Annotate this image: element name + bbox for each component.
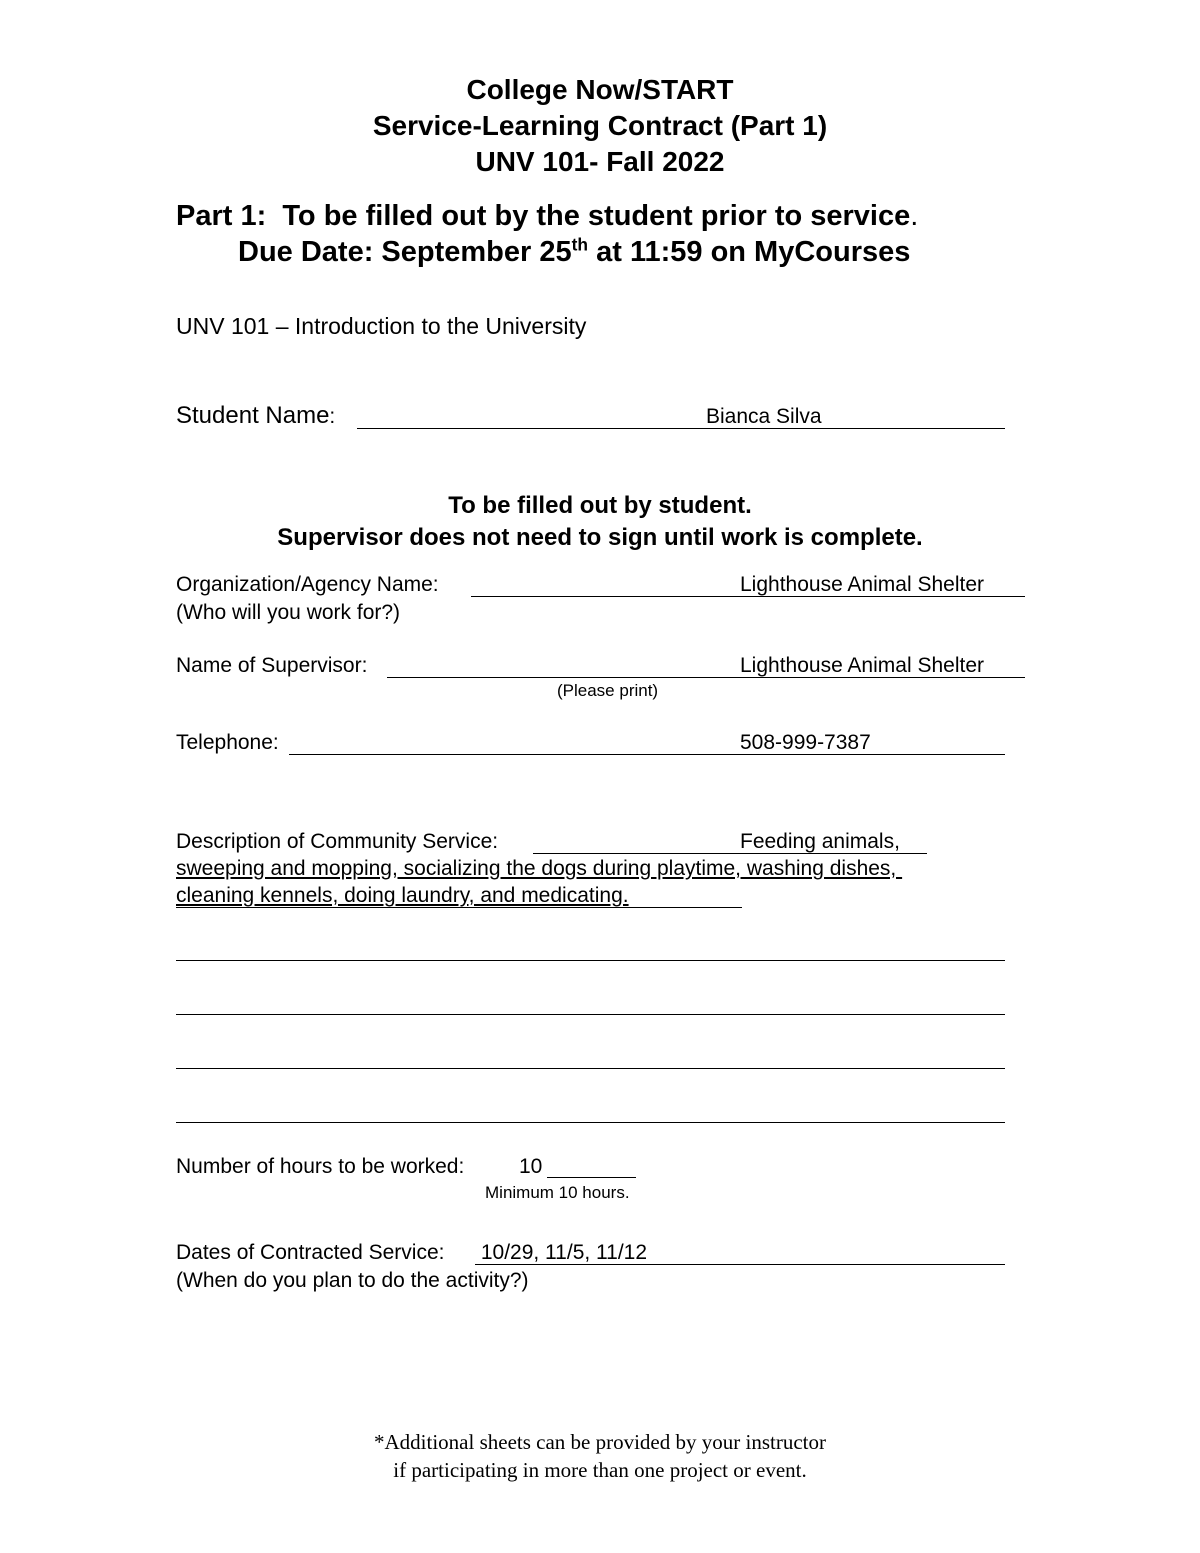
blank-line-1[interactable] bbox=[176, 960, 1005, 961]
description-line3 bbox=[176, 907, 742, 908]
blank-line-4[interactable] bbox=[176, 1122, 1005, 1123]
footer-line2: if participating in more than one project or event. bbox=[393, 1458, 807, 1482]
student-name-label bbox=[176, 402, 335, 430]
part-heading-text: Part 1: To be filled out by the student prior to service bbox=[176, 200, 911, 232]
course-title: UNV 101 – Introduction to the University bbox=[176, 313, 587, 339]
telephone-line bbox=[289, 754, 1005, 755]
description-value-line2[interactable]: sweeping and mopping, socializing the dogs during playtime, washing dishes, bbox=[176, 857, 903, 880]
hours-label: Number of hours to be worked: bbox=[176, 1155, 482, 1178]
form-title-line1: College Now/START bbox=[466, 74, 734, 105]
instructions-line2: Supervisor does not need to sign until work is complete. bbox=[277, 524, 923, 551]
student-name-value[interactable]: Bianca Silva bbox=[706, 405, 822, 428]
form-title-line3: UNV 101- Fall 2022 bbox=[475, 146, 725, 177]
due-date-prefix: Due Date: September 25 bbox=[238, 236, 572, 268]
hours-hint: Minimum 10 hours. bbox=[485, 1183, 630, 1202]
student-name-colon: : bbox=[329, 405, 336, 428]
supervisor-value[interactable]: Lighthouse Animal Shelter bbox=[740, 654, 990, 677]
dates-value[interactable]: 10/29, 11/5, 11/12 bbox=[475, 1241, 648, 1264]
supervisor-label: Name of Supervisor: bbox=[176, 654, 368, 677]
organization-value[interactable]: Lighthouse Animal Shelter bbox=[740, 573, 990, 596]
due-date-superscript: th bbox=[571, 234, 589, 255]
dates-hint: (When do you plan to do the activity?) bbox=[176, 1269, 529, 1292]
student-name-label-text: Student Name bbox=[176, 402, 330, 429]
part-heading-period: . bbox=[910, 200, 919, 232]
blank-line-3[interactable] bbox=[176, 1068, 1005, 1069]
description-label: Description of Community Service: bbox=[176, 830, 499, 853]
organization-hint: (Who will you work for?) bbox=[176, 601, 401, 624]
student-name-line bbox=[357, 428, 1005, 429]
blank-line-2[interactable] bbox=[176, 1014, 1005, 1015]
telephone-label: Telephone: bbox=[176, 731, 279, 754]
description-value-line1[interactable]: Feeding animals, bbox=[740, 830, 900, 853]
due-date-suffix: at 11:59 on MyCourses bbox=[588, 236, 911, 268]
hours-value[interactable]: 10 bbox=[519, 1155, 543, 1178]
dates-label: Dates of Contracted Service: bbox=[176, 1241, 445, 1264]
organization-label: Organization/Agency Name: bbox=[176, 573, 439, 596]
form-title-line2: Service-Learning Contract (Part 1) bbox=[372, 110, 828, 141]
footer-line1: *Additional sheets can be provided by your instructor bbox=[374, 1430, 826, 1454]
supervisor-hint: (Please print) bbox=[557, 681, 659, 700]
telephone-value[interactable]: 508-999-7387 bbox=[740, 731, 871, 754]
description-value-line3[interactable]: cleaning kennels, doing laundry, and medicating. bbox=[176, 884, 629, 907]
hours-line bbox=[547, 1177, 636, 1178]
due-date bbox=[238, 234, 910, 270]
instructions-line1: To be filled out by student. bbox=[448, 492, 752, 519]
part-heading bbox=[176, 198, 918, 234]
